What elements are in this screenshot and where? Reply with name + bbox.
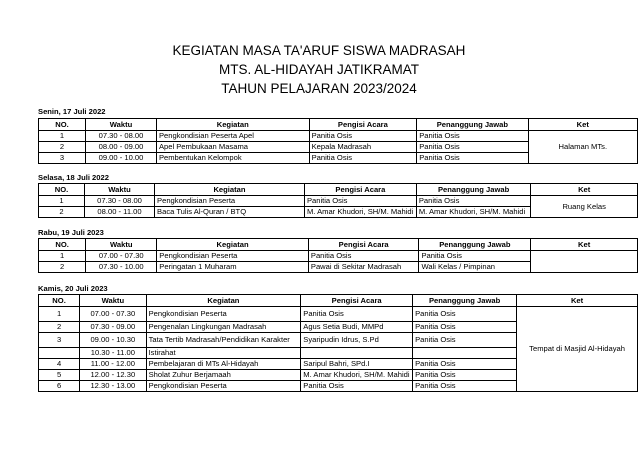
kegiatan-cell: Istirahat: [146, 348, 301, 359]
table-row: [39, 196, 638, 207]
waktu-cell: 11.00 - 12.00: [80, 359, 146, 370]
header-no: NO.: [39, 239, 86, 251]
waktu-cell: 07.30 - 10.00: [86, 262, 157, 273]
header-ket: Ket: [528, 119, 637, 131]
pengisi-cell: Pawai di Sekitar Madrasah: [308, 262, 419, 273]
schedule-table: [38, 238, 638, 273]
waktu-cell: 07.00 - 07.30: [86, 251, 157, 262]
pengisi-cell: [301, 348, 413, 359]
pengisi-cell: Panitia Osis: [304, 196, 416, 207]
day-label: Rabu, 19 Juli 2023: [38, 228, 104, 237]
header-pengisi-acara: Pengisi Acara: [309, 119, 417, 131]
kegiatan-cell: Pengkondisian Peserta: [146, 307, 301, 322]
pengisi-cell: Panitia Osis: [309, 131, 417, 142]
pengisi-cell: Agus Setia Budi, MMPd: [301, 322, 413, 333]
header-kegiatan: Kegiatan: [157, 239, 309, 251]
header-penanggung-jawab: Penanggung Jawab: [413, 295, 517, 307]
no-cell: 3: [39, 153, 86, 164]
no-cell: 4: [39, 359, 80, 370]
kegiatan-cell: Sholat Zuhur Berjamaah: [146, 370, 301, 381]
penanggung-jawab-cell: Panitia Osis: [416, 196, 531, 207]
no-cell: 1: [39, 251, 86, 262]
kegiatan-cell: Pembentukan Kelompok: [156, 153, 309, 164]
pengisi-cell: M. Amar Khudori, SH/M. Mahidi: [304, 207, 416, 218]
pengisi-cell: Kepala Madrasah: [309, 142, 417, 153]
kegiatan-cell: Apel Pembukaan Masama: [156, 142, 309, 153]
schedule-table: [38, 118, 638, 164]
no-cell: 6: [39, 381, 80, 392]
header-kegiatan: Kegiatan: [155, 184, 305, 196]
pengisi-cell: Panitia Osis: [309, 153, 417, 164]
penanggung-jawab-cell: Panitia Osis: [413, 370, 517, 381]
no-cell: 1: [39, 196, 85, 207]
header-waktu: Waktu: [85, 184, 155, 196]
kegiatan-cell: Tata Tertib Madrasah/Pendidikan Karakter: [146, 333, 301, 348]
header-pengisi-acara: Pengisi Acara: [308, 239, 419, 251]
day-label: Senin, 17 Juli 2022: [38, 107, 106, 116]
header-ket: Ket: [517, 295, 638, 307]
table-row: [39, 307, 638, 322]
kegiatan-cell: Pengenalan Lingkungan Madrasah: [146, 322, 301, 333]
penanggung-jawab-cell: Panitia Osis: [413, 307, 517, 322]
waktu-cell: 08.00 - 11.00: [85, 207, 155, 218]
header-kegiatan: Kegiatan: [156, 119, 309, 131]
header-waktu: Waktu: [86, 239, 157, 251]
no-cell: 2: [39, 142, 86, 153]
kegiatan-cell: Pengkondisian Peserta: [146, 381, 301, 392]
kegiatan-cell: Pengkondisian Peserta: [155, 196, 305, 207]
header-ket: Ket: [531, 184, 638, 196]
header-no: NO.: [39, 119, 86, 131]
waktu-cell: 07.30 - 08.00: [85, 196, 155, 207]
no-cell: 2: [39, 322, 80, 333]
no-cell: 5: [39, 370, 80, 381]
penanggung-jawab-cell: Panitia Osis: [413, 359, 517, 370]
penanggung-jawab-cell: Panitia Osis: [413, 381, 517, 392]
penanggung-jawab-cell: Panitia Osis: [417, 142, 528, 153]
pengisi-cell: Syaripudin Idrus, S.Pd: [301, 333, 413, 348]
waktu-cell: 12.00 - 12.30: [80, 370, 146, 381]
penanggung-jawab-cell: Panitia Osis: [417, 131, 528, 142]
ket-cell: Halaman MTs.: [528, 131, 637, 164]
table-header-row: [39, 295, 638, 307]
header-ket: Ket: [531, 239, 638, 251]
ket-cell: Tempat di Masjid Al-Hidayah: [517, 307, 638, 392]
waktu-cell: 09.00 - 10.30: [80, 333, 146, 348]
penanggung-jawab-cell: Panitia Osis: [413, 333, 517, 348]
header-kegiatan: Kegiatan: [146, 295, 301, 307]
no-cell: 2: [39, 207, 85, 218]
day-label: Kamis, 20 Juli 2023: [38, 284, 108, 293]
pengisi-cell: M. Amar Khudori, SH/M. Mahidi: [301, 370, 413, 381]
penanggung-jawab-cell: Panitia Osis: [417, 153, 528, 164]
waktu-cell: 07.30 - 09.00: [80, 322, 146, 333]
schedule-table: [38, 294, 638, 392]
waktu-cell: 12.30 - 13.00: [80, 381, 146, 392]
table-header-row: [39, 119, 638, 131]
schedule-table: [38, 183, 638, 218]
waktu-cell: 07.30 - 08.00: [86, 131, 157, 142]
kegiatan-cell: Baca Tulis Al-Quran / BTQ: [155, 207, 305, 218]
document-title-line-3: TAHUN PELAJARAN 2023/2024: [221, 81, 417, 96]
no-cell: 1: [39, 307, 80, 322]
header-no: NO.: [39, 295, 80, 307]
pengisi-cell: Panitia Osis: [301, 381, 413, 392]
ket-cell: Ruang Kelas: [531, 196, 638, 218]
document-title-line-2: MTS. AL-HIDAYAH JATIKRAMAT: [218, 62, 420, 77]
kegiatan-cell: Pengkondisian Peserta: [157, 251, 309, 262]
header-waktu: Waktu: [80, 295, 146, 307]
table-row: [39, 131, 638, 142]
header-waktu: Waktu: [86, 119, 157, 131]
day-label: Selasa, 18 Juli 2022: [38, 173, 109, 182]
pengisi-cell: Saripul Bahri, SPd.I: [301, 359, 413, 370]
pengisi-cell: Panitia Osis: [308, 251, 419, 262]
kegiatan-cell: Peringatan 1 Muharam: [157, 262, 309, 273]
table-row: [39, 251, 638, 262]
waktu-cell: 07.00 - 07.30: [80, 307, 146, 322]
table-header-row: [39, 239, 638, 251]
document-title-line-1: KEGIATAN MASA TA'ARUF SISWA MADRASAH: [172, 43, 466, 58]
kegiatan-cell: Pengkondisian Peserta Apel: [156, 131, 309, 142]
penanggung-jawab-cell: [413, 348, 517, 359]
header-pengisi-acara: Pengisi Acara: [304, 184, 416, 196]
header-penanggung-jawab: Penanggung Jawab: [419, 239, 531, 251]
header-penanggung-jawab: Penanggung Jawab: [417, 119, 528, 131]
header-no: NO.: [39, 184, 85, 196]
header-pengisi-acara: Pengisi Acara: [301, 295, 413, 307]
no-cell: 1: [39, 131, 86, 142]
penanggung-jawab-cell: Wali Kelas / Pimpinan: [419, 262, 531, 273]
no-cell: [39, 348, 80, 359]
kegiatan-cell: Pembelajaran di MTs Al-Hidayah: [146, 359, 301, 370]
table-header-row: [39, 184, 638, 196]
no-cell: 2: [39, 262, 86, 273]
waktu-cell: 10.30 - 11.00: [80, 348, 146, 359]
no-cell: 3: [39, 333, 80, 348]
penanggung-jawab-cell: Panitia Osis: [419, 251, 531, 262]
pengisi-cell: Panitia Osis: [301, 307, 413, 322]
header-penanggung-jawab: Penanggung Jawab: [416, 184, 531, 196]
penanggung-jawab-cell: M. Amar Khudori, SH/M. Mahidi: [416, 207, 531, 218]
waktu-cell: 09.00 - 10.00: [86, 153, 157, 164]
penanggung-jawab-cell: Panitia Osis: [413, 322, 517, 333]
ket-cell: [531, 251, 638, 273]
waktu-cell: 08.00 - 09.00: [86, 142, 157, 153]
